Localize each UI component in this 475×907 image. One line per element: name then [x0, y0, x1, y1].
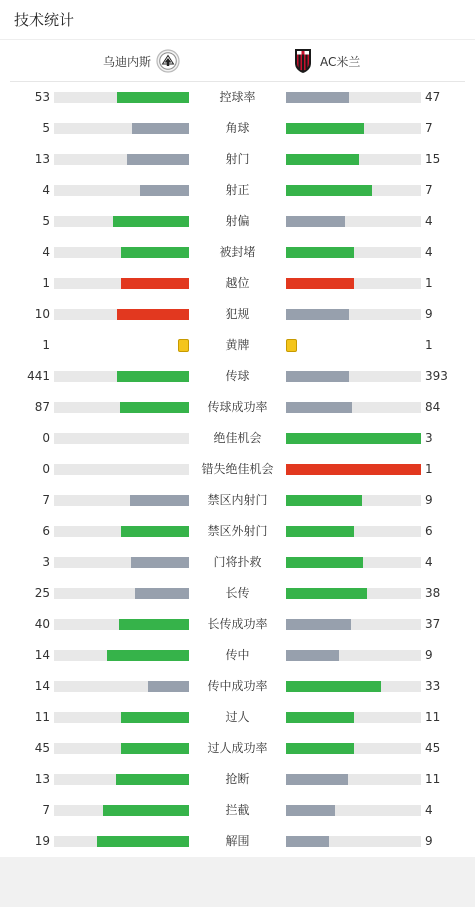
- stat-label: 长传成功率: [207, 617, 268, 631]
- away-stat-bar-track: [286, 619, 421, 630]
- away-stat-value: 45: [425, 741, 441, 755]
- stat-row: [0, 733, 475, 764]
- home-stat-bar-track: [54, 650, 189, 661]
- away-stat-value: 9: [425, 307, 433, 321]
- home-stat-bar-track: [54, 681, 189, 692]
- stat-row: [0, 826, 475, 857]
- home-stat-bar-fill: [121, 712, 189, 723]
- home-stat-bar-fill: [130, 495, 189, 506]
- stat-label: 门将扑救: [213, 555, 262, 569]
- away-stat-bar-fill: [286, 371, 349, 382]
- away-stat-bar-fill: [286, 588, 367, 599]
- yellow-card-icon: [178, 339, 189, 352]
- away-stat-bar-track: [286, 588, 421, 599]
- away-stat-value: 9: [425, 834, 433, 848]
- away-stat-value: 9: [425, 493, 433, 507]
- home-stat-bar-track: [54, 743, 189, 754]
- home-stat-bar-fill: [116, 774, 189, 785]
- away-stat-value: 3: [425, 431, 433, 445]
- stat-label: 过人: [225, 710, 250, 724]
- home-stat-value: 45: [34, 741, 50, 755]
- stat-row: [0, 485, 475, 516]
- away-stat-bar-track: [286, 681, 421, 692]
- away-stat-bar-track: [286, 433, 421, 444]
- home-stat-value: 3: [42, 555, 50, 569]
- away-stat-bar-track: [286, 309, 421, 320]
- home-stat-value: 10: [34, 307, 50, 321]
- home-stat-bar-fill: [113, 216, 189, 227]
- stat-label: 控球率: [219, 90, 256, 104]
- away-stat-value: 37: [425, 617, 441, 631]
- away-stat-value: 1: [425, 276, 433, 290]
- away-stat-bar-track: [286, 247, 421, 258]
- home-stat-bar-fill: [119, 619, 189, 630]
- away-stat-bar-track: [286, 371, 421, 382]
- home-stat-value: 7: [42, 493, 50, 507]
- home-stat-bar-fill: [117, 371, 189, 382]
- stat-row: [0, 516, 475, 547]
- home-stat-bar-track: [54, 433, 189, 444]
- stat-label: 禁区内射门: [207, 493, 268, 507]
- away-stat-bar-fill: [286, 92, 349, 103]
- home-stat-bar-track: [54, 526, 189, 537]
- away-stat-bar-fill: [286, 743, 354, 754]
- away-stat-value: 6: [425, 524, 433, 538]
- stat-label: 角球: [225, 121, 250, 135]
- home-stat-bar-track: [54, 402, 189, 413]
- home-stat-bar-fill: [148, 681, 189, 692]
- stat-label: 犯规: [225, 307, 250, 321]
- stat-label: 绝佳机会: [213, 431, 262, 445]
- away-stat-value: 4: [425, 555, 433, 569]
- stat-row: [0, 206, 475, 237]
- away-stat-bar-track: [286, 650, 421, 661]
- stat-label: 解围: [225, 834, 250, 848]
- away-stat-bar-fill: [286, 464, 421, 475]
- away-stat-bar-fill: [286, 557, 363, 568]
- away-stat-value: 7: [425, 183, 433, 197]
- away-stat-bar-fill: [286, 805, 335, 816]
- away-stat-bar-track: [286, 185, 421, 196]
- home-stat-bar-fill: [140, 185, 189, 196]
- stat-row: [0, 454, 475, 485]
- stat-label: 射门: [225, 152, 250, 166]
- home-stat-bar-fill: [97, 836, 189, 847]
- home-stat-bar-fill: [117, 309, 189, 320]
- stat-row: [0, 144, 475, 175]
- home-stat-value: 0: [42, 431, 50, 445]
- home-stat-bar-fill: [103, 805, 189, 816]
- away-stat-bar-fill: [286, 247, 354, 258]
- away-stat-bar-fill: [286, 216, 345, 227]
- away-stat-bar-fill: [286, 402, 352, 413]
- home-stat-value: 5: [42, 121, 50, 135]
- away-stat-bar-fill: [286, 650, 339, 661]
- home-stat-value: 19: [34, 834, 50, 848]
- away-stat-bar-fill: [286, 619, 351, 630]
- away-stat-bar-track: [286, 464, 421, 475]
- ac-milan-logo-icon: [294, 48, 312, 74]
- home-stat-bar-track: [54, 712, 189, 723]
- home-stat-value: 1: [42, 276, 50, 290]
- stat-label: 传中: [225, 648, 250, 662]
- away-stat-bar-fill: [286, 185, 372, 196]
- home-stat-bar-fill: [117, 92, 189, 103]
- away-stat-bar-track: [286, 278, 421, 289]
- home-stat-bar-fill: [127, 154, 189, 165]
- stat-row: [0, 330, 475, 361]
- home-stat-bar-track: [54, 216, 189, 227]
- stat-row: [0, 578, 475, 609]
- home-stat-value: 6: [42, 524, 50, 538]
- away-stat-bar-track: [286, 526, 421, 537]
- teams-bar: [10, 40, 465, 82]
- away-stat-value: 11: [425, 772, 441, 786]
- away-stat-bar-fill: [286, 278, 354, 289]
- stat-row: [0, 237, 475, 268]
- away-stat-value: 9: [425, 648, 433, 662]
- home-stat-bar-track: [54, 371, 189, 382]
- away-stat-bar-track: [286, 743, 421, 754]
- home-stat-value: 25: [34, 586, 50, 600]
- home-stat-bar-track: [54, 557, 189, 568]
- home-stat-bar-fill: [135, 588, 189, 599]
- home-stat-value: 0: [42, 462, 50, 476]
- stat-row: [0, 640, 475, 671]
- home-stat-bar-track: [54, 247, 189, 258]
- stat-label: 射偏: [225, 214, 250, 228]
- stat-label: 传球成功率: [207, 400, 268, 414]
- home-stat-value: 11: [34, 710, 50, 724]
- away-stat-bar-track: [286, 123, 421, 134]
- away-stat-bar-fill: [286, 154, 359, 165]
- home-stat-bar-track: [54, 619, 189, 630]
- away-stat-bar-track: [286, 774, 421, 785]
- home-stat-value: 13: [34, 772, 50, 786]
- away-stat-value: 38: [425, 586, 441, 600]
- stat-row: [0, 299, 475, 330]
- stat-row: [0, 175, 475, 206]
- home-stat-bar-track: [54, 836, 189, 847]
- away-stat-bar-fill: [286, 526, 354, 537]
- stat-label: 错失绝佳机会: [201, 462, 274, 476]
- away-stat-value: 4: [425, 245, 433, 259]
- home-stat-bar-fill: [107, 650, 189, 661]
- udinese-logo-icon: [156, 49, 180, 73]
- home-stat-bar-fill: [120, 402, 189, 413]
- stat-row: [0, 423, 475, 454]
- stat-label: 射正: [225, 183, 250, 197]
- home-stat-bar-track: [54, 588, 189, 599]
- stat-label: 黄牌: [225, 338, 250, 352]
- stat-label: 过人成功率: [207, 741, 268, 755]
- away-stat-value: 84: [425, 400, 441, 414]
- home-team-name: 乌迪内斯: [102, 54, 151, 69]
- header: [0, 0, 475, 40]
- home-stat-bar-track: [54, 805, 189, 816]
- home-stat-value: 5: [42, 214, 50, 228]
- away-stat-value: 393: [425, 369, 448, 383]
- home-stat-bar-fill: [131, 557, 189, 568]
- home-team[interactable]: [103, 40, 180, 82]
- home-stat-value: 441: [27, 369, 50, 383]
- stat-row: [0, 609, 475, 640]
- away-stat-bar-track: [286, 92, 421, 103]
- away-stat-bar-fill: [286, 712, 354, 723]
- home-stat-value: 4: [42, 183, 50, 197]
- away-stat-bar-track: [286, 557, 421, 568]
- stat-label: 越位: [225, 276, 250, 290]
- away-stat-bar-fill: [286, 433, 421, 444]
- home-stat-bar-fill: [132, 123, 189, 134]
- away-stat-value: 4: [425, 803, 433, 817]
- away-stat-value: 1: [425, 338, 433, 352]
- away-stat-bar-track: [286, 805, 421, 816]
- home-stat-value: 40: [34, 617, 50, 631]
- stat-row: [0, 268, 475, 299]
- home-stat-bar-fill: [121, 247, 189, 258]
- away-stat-bar-fill: [286, 774, 348, 785]
- stat-label: 传球: [225, 369, 250, 383]
- home-stat-bar-track: [54, 185, 189, 196]
- stat-label: 被封堵: [219, 245, 256, 259]
- stat-row: [0, 392, 475, 423]
- stat-label: 传中成功率: [207, 679, 268, 693]
- home-stat-bar-track: [54, 154, 189, 165]
- away-stat-bar-track: [286, 154, 421, 165]
- home-stat-value: 1: [42, 338, 50, 352]
- home-stat-bar-track: [54, 774, 189, 785]
- home-stat-value: 14: [34, 648, 50, 662]
- away-stat-value: 15: [425, 152, 441, 166]
- stat-label: 长传: [225, 586, 250, 600]
- home-stat-bar-track: [54, 309, 189, 320]
- away-stat-bar-track: [286, 836, 421, 847]
- away-stat-bar-fill: [286, 495, 362, 506]
- away-stat-value: 7: [425, 121, 433, 135]
- stat-row: [0, 82, 475, 113]
- away-stat-bar-fill: [286, 836, 329, 847]
- stat-row: [0, 702, 475, 733]
- home-stat-bar-track: [54, 495, 189, 506]
- home-stat-value: 53: [34, 90, 50, 104]
- away-team-name: AC米兰: [320, 54, 361, 69]
- home-stat-bar-track: [54, 278, 189, 289]
- home-stat-value: 87: [34, 400, 50, 414]
- stat-row: [0, 795, 475, 826]
- stat-row: [0, 547, 475, 578]
- away-stat-value: 33: [425, 679, 441, 693]
- home-stat-bar-track: [54, 464, 189, 475]
- stat-label: 抢断: [225, 772, 250, 786]
- away-stat-bar-track: [286, 402, 421, 413]
- page-title: 技术统计: [14, 11, 75, 29]
- page-footer-area: [0, 857, 475, 907]
- stat-row: [0, 764, 475, 795]
- away-stat-bar-fill: [286, 681, 381, 692]
- home-stat-bar-fill: [121, 278, 189, 289]
- home-stat-bar-fill: [121, 526, 189, 537]
- away-stat-value: 4: [425, 214, 433, 228]
- away-stat-bar-track: [286, 495, 421, 506]
- away-stat-value: 47: [425, 90, 441, 104]
- home-stat-bar-fill: [121, 743, 189, 754]
- away-team[interactable]: [294, 40, 360, 82]
- away-stat-bar-fill: [286, 123, 364, 134]
- home-stat-bar-track: [54, 92, 189, 103]
- away-stat-bar-fill: [286, 309, 349, 320]
- away-stat-bar-track: [286, 216, 421, 227]
- home-stat-value: 7: [42, 803, 50, 817]
- yellow-card-icon: [286, 339, 297, 352]
- stat-row: [0, 361, 475, 392]
- away-stat-bar-track: [286, 712, 421, 723]
- home-stat-value: 14: [34, 679, 50, 693]
- home-stat-value: 4: [42, 245, 50, 259]
- stat-row: [0, 113, 475, 144]
- stat-label: 禁区外射门: [207, 524, 268, 538]
- away-stat-value: 11: [425, 710, 441, 724]
- home-stat-bar-track: [54, 123, 189, 134]
- stat-label: 拦截: [225, 803, 250, 817]
- away-stat-value: 1: [425, 462, 433, 476]
- home-stat-value: 13: [34, 152, 50, 166]
- stat-row: [0, 671, 475, 702]
